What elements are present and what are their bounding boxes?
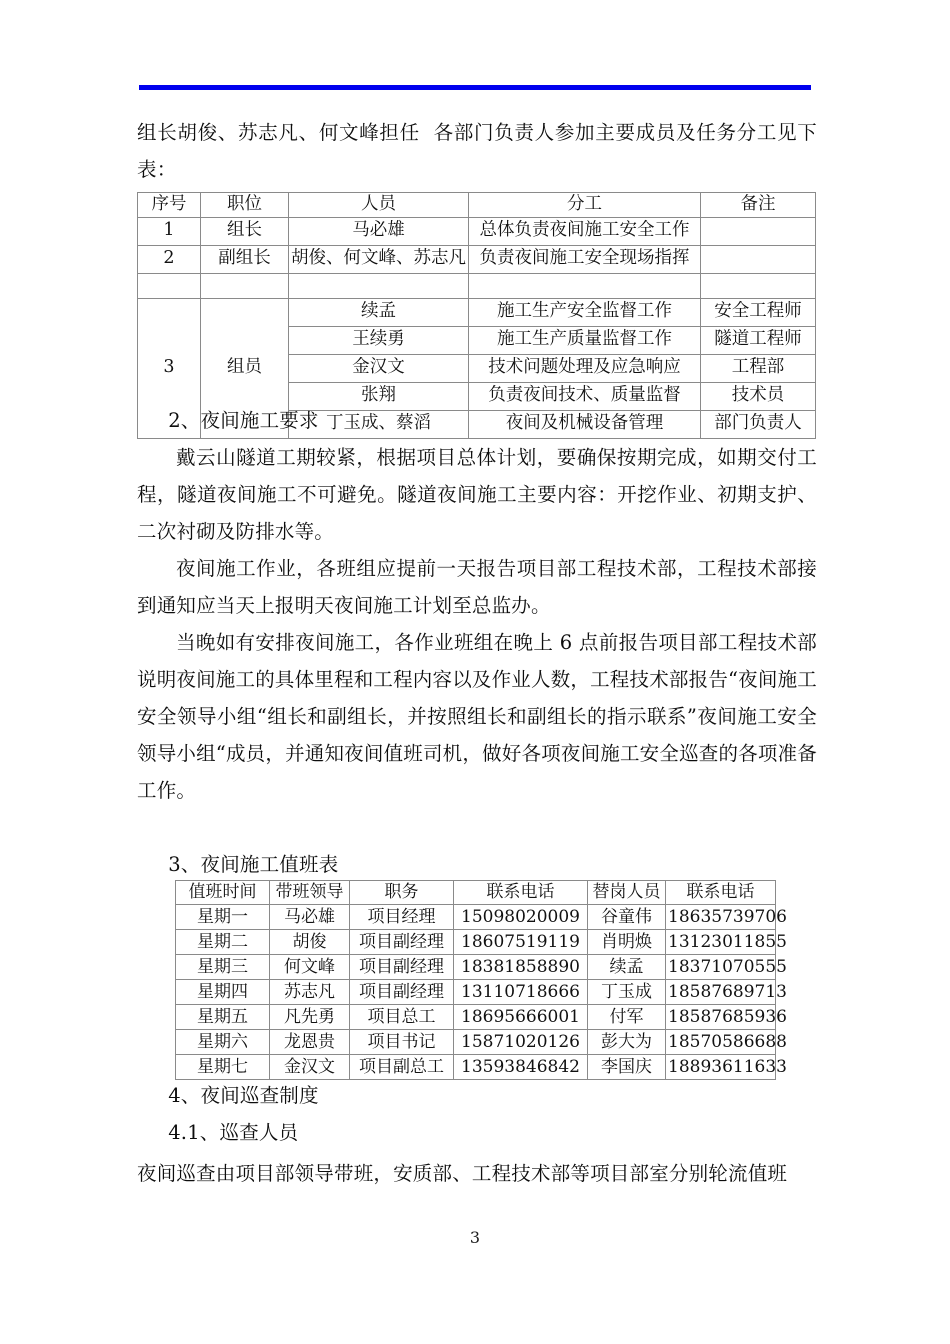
cell-duty: 施工生产安全监督工作 <box>469 298 701 326</box>
cell-duty-day: 星期四 <box>176 980 270 1005</box>
cell-phone: 18607519119 <box>454 930 588 955</box>
cell-leader: 凡先勇 <box>270 1005 350 1030</box>
cell-duty: 负责夜间施工安全现场指挥 <box>469 245 701 273</box>
cell-phone-alt: 18371070555 <box>666 955 776 980</box>
cell-empty <box>469 273 701 298</box>
cell-job-title: 项目副经理 <box>350 955 454 980</box>
section4-paragraph-1: 夜间巡查由项目部领导带班，安质部、工程技术部等项目部室分别轮流值班 <box>137 1162 788 1185</box>
cell-phone: 15098020009 <box>454 905 588 930</box>
cell-leader: 马必雄 <box>270 905 350 930</box>
cell-duty-day: 星期一 <box>176 905 270 930</box>
cell-note: 技术员 <box>701 382 816 410</box>
column-header-phone-alt: 联系电话 <box>666 881 776 905</box>
section4-subheading: 4.1、巡查人员 <box>168 1121 299 1144</box>
table-row <box>176 1005 776 1030</box>
section2-paragraph-2: 夜间施工作业，各班组应提前一天报告项目部工程技术部，工程技术部接到通知应当天上报明天夜间施工计划至总监办。 <box>137 557 817 617</box>
table-header-row <box>176 881 776 905</box>
cell-empty <box>289 273 469 298</box>
section3-heading: 3、夜间施工值班表 <box>168 853 339 876</box>
cell-duty: 施工生产质量监督工作 <box>469 326 701 354</box>
cell-substitute: 李国庆 <box>588 1055 666 1080</box>
column-header-job-title: 职务 <box>350 881 454 905</box>
cell-substitute: 丁玉成 <box>588 980 666 1005</box>
column-header-leader: 带班领导 <box>270 881 350 905</box>
page-number: 3 <box>469 1228 481 1247</box>
column-header-duty: 分工 <box>469 193 701 218</box>
section2-heading: 2、夜间施工要求 <box>168 409 319 432</box>
cell-phone: 18695666001 <box>454 1005 588 1030</box>
cell-phone-alt: 13123011855 <box>666 930 776 955</box>
cell-phone-alt: 18635739706 <box>666 905 776 930</box>
cell-duty-day: 星期二 <box>176 930 270 955</box>
cell-duty-day: 星期五 <box>176 1005 270 1030</box>
cell-note <box>701 217 816 245</box>
cell-position: 副组长 <box>201 245 289 273</box>
table-row <box>176 1055 776 1080</box>
column-header-person: 人员 <box>289 193 469 218</box>
cell-note: 部门负责人 <box>701 410 816 438</box>
cell-empty <box>201 273 289 298</box>
cell-substitute: 肖明焕 <box>588 930 666 955</box>
cell-person: 续孟 <box>289 298 469 326</box>
table-row <box>176 980 776 1005</box>
table-row <box>176 930 776 955</box>
intro-paragraph: 组长胡俊、苏志凡、何文峰担任 各部门负责人参加主要成员及任务分工见下表： <box>137 121 817 181</box>
cell-phone-alt: 18570586688 <box>666 1030 776 1055</box>
cell-job-title: 项目副经理 <box>350 980 454 1005</box>
section4-heading: 4、夜间巡查制度 <box>168 1084 319 1107</box>
column-header-seq: 序号 <box>138 193 201 218</box>
cell-position: 组长 <box>201 217 289 245</box>
cell-position: 组员 <box>201 298 289 438</box>
cell-seq: 3 <box>138 298 201 438</box>
table-row <box>176 1030 776 1055</box>
cell-phone: 15871020126 <box>454 1030 588 1055</box>
cell-job-title: 项目书记 <box>350 1030 454 1055</box>
cell-job-title: 项目经理 <box>350 905 454 930</box>
cell-person: 张翔 <box>289 382 469 410</box>
cell-leader: 龙恩贵 <box>270 1030 350 1055</box>
cell-phone: 13110718666 <box>454 980 588 1005</box>
column-header-position: 职位 <box>201 193 289 218</box>
night-shift-duty-table <box>175 880 787 1080</box>
column-header-phone: 联系电话 <box>454 881 588 905</box>
cell-duty-day: 星期七 <box>176 1055 270 1080</box>
cell-empty <box>138 273 201 298</box>
cell-substitute: 彭大为 <box>588 1030 666 1055</box>
cell-person: 马必雄 <box>289 217 469 245</box>
header-rule-divider <box>139 85 811 90</box>
table-row <box>138 245 816 273</box>
cell-note <box>701 245 816 273</box>
cell-phone-alt: 18587685936 <box>666 1005 776 1030</box>
cell-seq: 2 <box>138 245 201 273</box>
cell-duty: 负责夜间技术、质量监督 <box>469 382 701 410</box>
cell-duty: 技术问题处理及应急响应 <box>469 354 701 382</box>
cell-note: 工程部 <box>701 354 816 382</box>
cell-phone: 18381858890 <box>454 955 588 980</box>
cell-empty <box>701 273 816 298</box>
cell-seq: 1 <box>138 217 201 245</box>
cell-person: 金汉文 <box>289 354 469 382</box>
section2-paragraph-1: 戴云山隧道工期较紧，根据项目总体计划，要确保按期完成，如期交付工程，隧道夜间施工不可避免。隧道夜间施工主要内容：开挖作业、初期支护、二次衬砌及防排水等。 <box>137 446 817 543</box>
cell-leader: 何文峰 <box>270 955 350 980</box>
column-header-substitute: 替岗人员 <box>588 881 666 905</box>
cell-job-title: 项目副经理 <box>350 930 454 955</box>
cell-phone-alt: 18587689713 <box>666 980 776 1005</box>
cell-person: 胡俊、何文峰、苏志凡 <box>289 245 469 273</box>
table-row <box>176 905 776 930</box>
column-header-duty-day: 值班时间 <box>176 881 270 905</box>
cell-person: 王续勇 <box>289 326 469 354</box>
cell-duty: 总体负责夜间施工安全工作 <box>469 217 701 245</box>
table-header-row <box>138 193 816 218</box>
table-row <box>138 298 816 326</box>
cell-duty: 夜间及机械设备管理 <box>469 410 701 438</box>
cell-phone-alt: 18893611633 <box>666 1055 776 1080</box>
cell-note: 安全工程师 <box>701 298 816 326</box>
cell-phone: 13593846842 <box>454 1055 588 1080</box>
cell-leader: 苏志凡 <box>270 980 350 1005</box>
column-header-note: 备注 <box>701 193 816 218</box>
table-row <box>176 955 776 980</box>
cell-job-title: 项目副总工 <box>350 1055 454 1080</box>
section2-paragraph-3: 当晚如有安排夜间施工，各作业班组在晚上 6 点前报告项目部工程技术部说明夜间施工的具体里程和工程内容以及作业人数，工程技术部报告“夜间施工安全领导小组“组长和副组长，并按照组长和副组长的指示联系”夜间施工安全领导小组“成员，并通知夜间值班司机，做好各项夜间施工安全巡查的各项准备工作。 <box>137 631 817 802</box>
cell-substitute: 付军 <box>588 1005 666 1030</box>
cell-leader: 金汉文 <box>270 1055 350 1080</box>
cell-duty-day: 星期六 <box>176 1030 270 1055</box>
cell-person: 丁玉成、蔡滔 <box>289 410 469 438</box>
table-row <box>138 217 816 245</box>
cell-note: 隧道工程师 <box>701 326 816 354</box>
cell-substitute: 续孟 <box>588 955 666 980</box>
cell-duty-day: 星期三 <box>176 955 270 980</box>
cell-substitute: 谷童伟 <box>588 905 666 930</box>
table-spacer-row <box>138 273 816 298</box>
cell-job-title: 项目总工 <box>350 1005 454 1030</box>
cell-leader: 胡俊 <box>270 930 350 955</box>
